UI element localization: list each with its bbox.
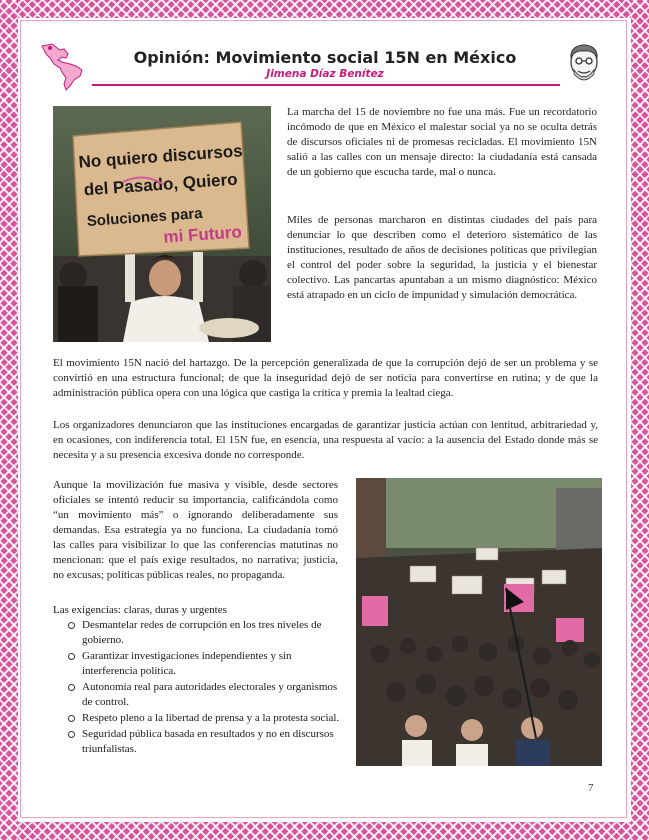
sign-text-line-4: mi Futuro <box>162 222 243 247</box>
list-item: Respeto pleno a la libertad de prensa y a la protesta social. <box>62 711 340 726</box>
decorative-border-left <box>0 0 18 840</box>
demands-list-heading: Las exigencias: claras, duras y urgentes <box>53 604 227 616</box>
author-caricature-icon <box>560 40 608 88</box>
demands-list <box>62 618 340 758</box>
author-name: Jimena Díaz Benítez <box>266 68 384 80</box>
list-item: Garantizar investigaciones independientes y sin interferencia política. <box>62 649 340 679</box>
decorative-border-top <box>0 0 649 18</box>
title-underline <box>92 84 560 86</box>
article-paragraph: El movimiento 15N nació del hartazgo. De la percepción generalizada de que la corrupción dejó de ser un problema y se convirtió en una estructura funcional; de que la inseguridad dejó de ser noticia para convertirse en rutina; y de que la administración pública opera con una lógica que castiga la crítica y premia la lealtad ciega. <box>53 357 598 399</box>
decorative-border-bottom <box>0 822 649 840</box>
list-item: Autonomía real para autoridades electorales y organismos de control. <box>62 680 340 710</box>
article-paragraph: Aunque la movilización fue masiva y visible, desde sectores oficiales se intentó reducir su importancia, calificándola como “un movimiento más” o ignorando deliberadamente sus demandas. Esa estrategia ya no funciona. La ciudadanía tomó las calles para visibilizar lo que las conferencias matutinas no mencionan: que el país exige resultados, no narrativa; justicia, no excusas; políticas públicas reales, no propaganda. <box>53 479 338 581</box>
protest-sign-photo <box>53 106 271 342</box>
list-item: Desmantelar redes de corrupción en los tres niveles de gobierno. <box>62 618 340 648</box>
article-paragraph: La marcha del 15 de noviembre no fue una más. Fue un recordatorio incómodo de que en México el malestar social ya no se oculta detrás de discursos oficiales ni de promesas recicladas. El movimiento 15N salió a las calles con un mensaje directo: la ciudadanía está cansada de un gobierno que escucha tarde, mal o nunca. <box>287 106 597 178</box>
decorative-border-right <box>631 0 649 840</box>
latin-america-map-icon <box>36 40 96 92</box>
article-paragraph: Los organizadores denunciaron que las instituciones encargadas de garantizar justicia actúan con lentitud, arbitrariedad y, en ocasiones, con indiferencia total. El 15N fue, en esencia, una respuesta al vacío: a la ausencia del Estado donde más se necesita y a su presencia excesiva donde no corresponde. <box>53 419 598 461</box>
article-paragraph: Miles de personas marcharon en distintas ciudades del país para denunciar lo que describen como el deterioro sistemático de las instituciones, resultado de años de decisiones políticas que privilegian el control del poder sobre la seguridad, la justicia y el bienestar colectivo. Las pancartas apuntaban a un mismo diagnóstico: México está atrapado en un ciclo de impunidad y simulación democrática. <box>287 214 597 301</box>
march-crowd-photo <box>356 478 602 766</box>
page-title: Opinión: Movimiento social 15N en México <box>133 48 517 67</box>
list-item: Seguridad pública basada en resultados y no en discursos triunfalistas. <box>62 727 340 757</box>
sign-text-line-1: No quiero discursos <box>77 141 244 172</box>
sign-text-line-2: del Pasado, Quiero <box>83 169 239 200</box>
page-number: 7 <box>588 782 594 794</box>
sign-text-line-3: Soluciones para <box>86 204 204 231</box>
